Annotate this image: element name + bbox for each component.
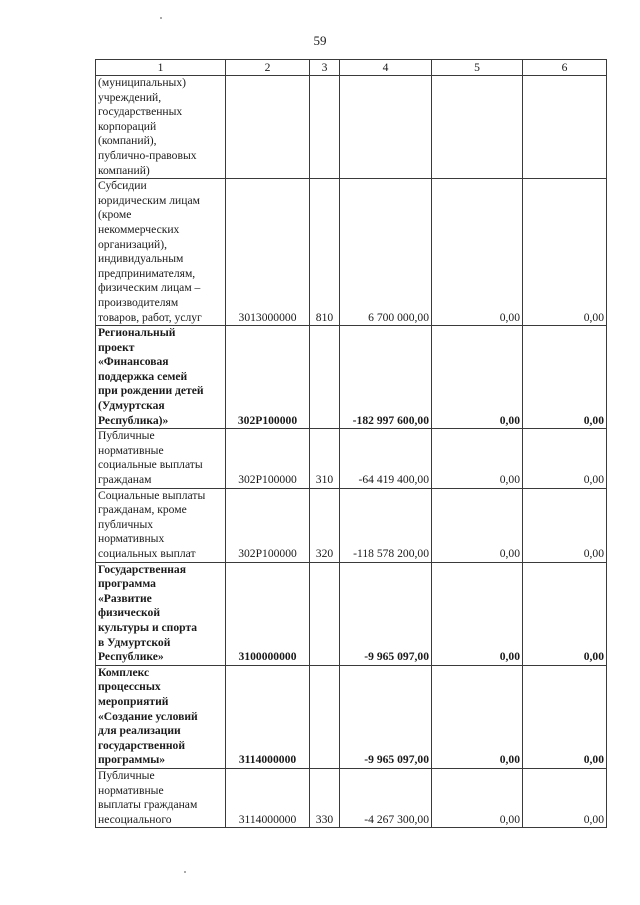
- row-name-cell: Публичные нормативные социальные выплаты гражданам: [96, 429, 226, 488]
- row-amount-cell: -9 965 097,00: [340, 562, 432, 665]
- table-row: [96, 488, 607, 562]
- header-col-4: 4: [340, 60, 432, 76]
- row-name-cell: Субсидии юридическим лицам (кроме некоммерческих организаций), индивидуальным предпринимателям, физическим лицам – производителям товаров, работ, услуг: [96, 179, 226, 326]
- row-col5-cell: 0,00: [432, 768, 523, 827]
- row-target-code-cell: 3013000000: [226, 179, 310, 326]
- scan-speck: [160, 17, 162, 19]
- row-expense-type-cell: [310, 76, 340, 179]
- table-row: [96, 179, 607, 326]
- row-col5-cell: 0,00: [432, 179, 523, 326]
- row-target-code-cell: 3100000000: [226, 562, 310, 665]
- row-expense-type-cell: 310: [310, 429, 340, 488]
- table-row: [96, 562, 607, 665]
- row-amount-cell: 6 700 000,00: [340, 179, 432, 326]
- row-target-code-cell: 3114000000: [226, 768, 310, 827]
- table-row: [96, 326, 607, 429]
- header-col-6: 6: [523, 60, 607, 76]
- row-amount-cell: -64 419 400,00: [340, 429, 432, 488]
- scan-speck: [184, 871, 186, 873]
- table-row: [96, 665, 607, 768]
- table-row: [96, 768, 607, 827]
- row-col6-cell: 0,00: [523, 562, 607, 665]
- row-col6-cell: 0,00: [523, 488, 607, 562]
- row-target-code-cell: 3114000000: [226, 665, 310, 768]
- row-name-cell: Государственная программа «Развитие физической культуры и спорта в Удмуртской Республике»: [96, 562, 226, 665]
- row-expense-type-cell: [310, 562, 340, 665]
- row-col5-cell: 0,00: [432, 488, 523, 562]
- table-row: [96, 429, 607, 488]
- row-amount-cell: [340, 76, 432, 179]
- row-amount-cell: -182 997 600,00: [340, 326, 432, 429]
- row-expense-type-cell: 330: [310, 768, 340, 827]
- row-target-code-cell: 302P100000: [226, 429, 310, 488]
- row-col5-cell: 0,00: [432, 429, 523, 488]
- row-name-cell: (муниципальных) учреждений, государственных корпораций (компаний), публично-правовых компаний): [96, 76, 226, 179]
- row-col5-cell: [432, 76, 523, 179]
- row-expense-type-cell: 320: [310, 488, 340, 562]
- row-target-code-cell: 302P100000: [226, 326, 310, 429]
- row-amount-cell: -9 965 097,00: [340, 665, 432, 768]
- row-col5-cell: 0,00: [432, 665, 523, 768]
- header-col-2: 2: [226, 60, 310, 76]
- row-col6-cell: 0,00: [523, 768, 607, 827]
- header-col-5: 5: [432, 60, 523, 76]
- header-row: [96, 60, 607, 76]
- row-expense-type-cell: 810: [310, 179, 340, 326]
- row-col6-cell: [523, 76, 607, 179]
- row-col6-cell: 0,00: [523, 179, 607, 326]
- page-number: 59: [313, 33, 327, 48]
- row-col5-cell: 0,00: [432, 326, 523, 429]
- row-name-cell: Региональный проект «Финансовая поддержка семей при рождении детей (Удмуртская Республика)»: [96, 326, 226, 429]
- row-target-code-cell: [226, 76, 310, 179]
- row-col6-cell: 0,00: [523, 429, 607, 488]
- row-col6-cell: 0,00: [523, 665, 607, 768]
- row-name-cell: Публичные нормативные выплаты гражданам несоциального: [96, 768, 226, 827]
- row-expense-type-cell: [310, 665, 340, 768]
- row-name-cell: Социальные выплаты гражданам, кроме публичных нормативных социальных выплат: [96, 488, 226, 562]
- row-amount-cell: -118 578 200,00: [340, 488, 432, 562]
- table-row: [96, 76, 607, 179]
- budget-table: [95, 59, 607, 828]
- header-col-3: 3: [310, 60, 340, 76]
- header-col-1: 1: [96, 60, 226, 76]
- row-col5-cell: 0,00: [432, 562, 523, 665]
- row-target-code-cell: 302P100000: [226, 488, 310, 562]
- row-col6-cell: 0,00: [523, 326, 607, 429]
- row-name-cell: Комплекс процессных мероприятий «Создание условий для реализации государственной программы»: [96, 665, 226, 768]
- row-expense-type-cell: [310, 326, 340, 429]
- row-amount-cell: -4 267 300,00: [340, 768, 432, 827]
